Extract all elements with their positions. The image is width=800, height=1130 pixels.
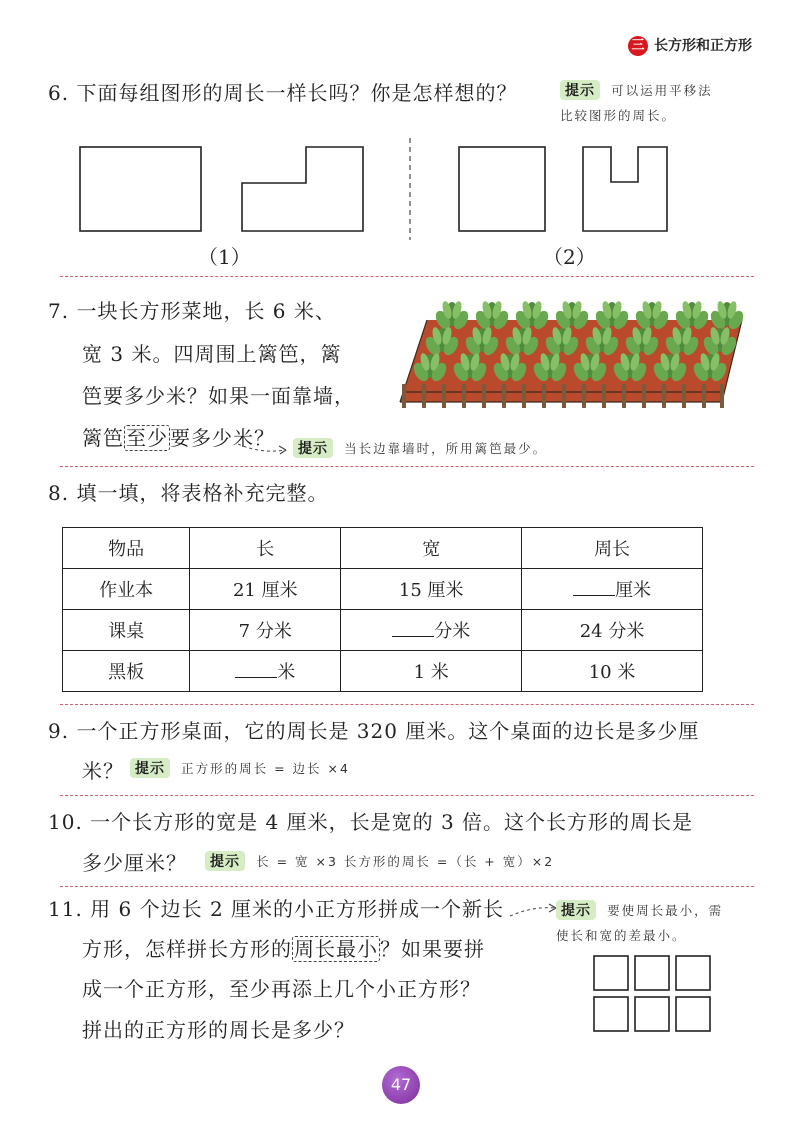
vegetable-garden-illustration [392,286,752,416]
q7-line2: 宽 3 米。四周围上篱笆，篱 [82,342,342,366]
q11-keyword-box: 周长最小 [294,937,378,961]
q11-line2-pre: 方形，怎样拼长方形的 [82,937,292,961]
table-header-cell: 宽 [341,528,522,569]
q11-six-squares-figure [590,952,715,1034]
table-cell-length [190,651,341,692]
q11-hint-label: 提示 [556,900,596,920]
q10-hint-label: 提示 [205,851,245,871]
q6-text: 6. 下面每组图形的周长一样长吗？你是怎样想的？ [48,81,518,105]
table-cell-width [341,610,522,651]
q6-hint-line1: 可以运用平移法 [611,83,713,98]
q9-hint-label: 提示 [130,758,170,778]
separator-5 [60,886,754,887]
q7-line1: 7. 一块长方形菜地，长 6 米、 [48,299,336,323]
q7-hint-arrow [236,438,296,458]
table-header-row [63,528,703,569]
q6-fig2-square [459,147,545,231]
q7-line3: 笆要多少米？如果一面靠墙， [82,384,355,408]
q11-line1: 11. 用 6 个边长 2 厘米的小正方形拼成一个新长 [48,897,505,921]
q10-line1: 10. 一个长方形的宽是 4 厘米，长是宽的 3 倍。这个长方形的周长是 [48,810,694,834]
q6-label-2: （2） [543,245,596,269]
page-number: 47 [382,1066,420,1104]
answer-blank[interactable] [573,577,615,596]
separator-1 [60,276,754,277]
table-cell-length: 7 分米 [190,610,341,651]
q8-text: 8. 填一填，将表格补充完整。 [48,481,329,505]
unit: 厘米 [615,580,652,601]
separator-2 [60,466,754,467]
table-header-cell: 物品 [63,528,190,569]
table-cell-perimeter: 24 分米 [522,610,703,651]
table-cell-item: 黑板 [63,651,190,692]
table-cell-width: 1 米 [341,651,522,692]
unit: 米 [277,662,296,683]
q11-line3: 成一个正方形，至少再添上几个小正方形？ [82,977,481,1001]
q6-fig2-notched-square [583,147,667,231]
q11-line4: 拼出的正方形的周长是多少？ [82,1018,355,1042]
table-row [63,569,703,610]
table-header-cell: 周长 [522,528,703,569]
q7-hint [293,438,547,458]
separator-4 [60,795,754,796]
q6-hint-line2: 比较图形的周长。 [560,108,677,123]
table-row [63,651,703,692]
chapter-title: 长方形和正方形 [654,38,752,54]
table-row [63,610,703,651]
q7-hint-text: 当长边靠墙时，所用篱笆最少。 [344,441,548,456]
answer-blank[interactable] [392,618,434,637]
q11-hint-line2: 使长和宽的差最小。 [556,928,687,943]
q9-line2: 米？ [82,759,124,783]
table-cell-item: 课桌 [63,610,190,651]
q7-line4-post: 要多少米？ [170,426,275,450]
q6-hint [560,80,760,124]
separator-3 [60,704,754,705]
q11-line2 [82,934,485,964]
chapter-number-badge: 三 [628,36,648,56]
table-cell-item: 作业本 [63,569,190,610]
q10-hint-text: 长 = 宽 ×3 长方形的周长 =（长 + 宽）×2 [256,854,555,869]
q6-figures [0,130,800,240]
table-cell-width: 15 厘米 [341,569,522,610]
q7-keyword-box: 至少 [126,426,168,450]
answer-blank[interactable] [235,659,277,678]
table-cell-perimeter [522,569,703,610]
q8-table [62,527,703,692]
q9-hint [130,758,350,778]
q7-hint-label: 提示 [293,438,333,458]
q10-hint [205,851,554,871]
q9-hint-text: 正方形的周长 = 边长 ×4 [181,761,350,776]
q7-line4-pre: 篱笆 [82,426,124,450]
q9-line1: 9. 一个正方形桌面，它的周长是 320 厘米。这个桌面的边长是多少厘 [48,719,700,743]
unit: 分米 [434,621,471,642]
q6-fig1-step-shape [242,147,363,231]
q11-hint-line1: 要使周长最小，需 [607,903,724,918]
q6-label-1: （1） [198,245,251,269]
q6-hint-label: 提示 [560,80,600,100]
table-cell-length: 21 厘米 [190,569,341,610]
table-cell-perimeter: 10 米 [522,651,703,692]
table-header-cell: 长 [190,528,341,569]
q6-fig1-rectangle [80,147,201,231]
q11-hint [556,900,766,944]
q10-line2: 多少厘米？ [82,851,187,875]
q11-line2-post: ？如果要拼 [380,937,485,961]
